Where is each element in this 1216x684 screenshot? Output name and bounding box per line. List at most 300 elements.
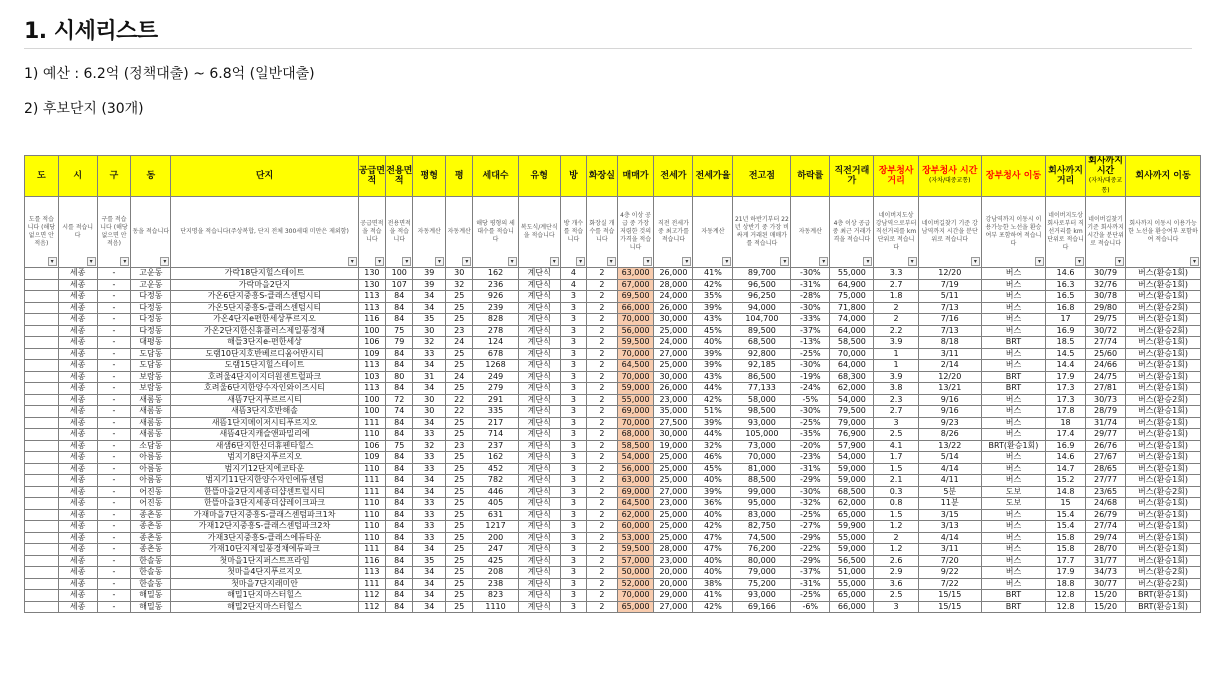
table-cell: 30 <box>413 394 446 406</box>
table-cell: 24 <box>446 337 473 349</box>
filter-dropdown-icon: ▾ <box>48 257 57 266</box>
table-cell: 446 <box>473 486 518 498</box>
table-cell: 25/60 <box>1086 348 1126 360</box>
column-description <box>981 197 1045 268</box>
table-cell: 34 <box>413 567 446 579</box>
table-cell: 107 <box>386 279 413 291</box>
filter-dropdown-icon: ▾ <box>402 257 411 266</box>
table-cell: 2 <box>587 406 618 418</box>
table-cell: 세종 <box>58 337 97 349</box>
table-cell: - <box>97 509 131 521</box>
table-cell: 452 <box>473 463 518 475</box>
column-header <box>1086 156 1126 197</box>
table-cell: 2 <box>587 440 618 452</box>
table-cell: 계단식 <box>518 509 560 521</box>
table-cell: 28,000 <box>654 544 693 556</box>
table-cell: 17.9 <box>1046 567 1086 579</box>
table-cell: 2 <box>587 291 618 303</box>
table-cell: 34 <box>413 475 446 487</box>
column-header: 장부청사 이동 <box>981 156 1045 197</box>
table-cell: 도램15단지힐스테이트 <box>171 360 358 372</box>
table-cell: 버스(환승2회) <box>1126 302 1201 314</box>
table-cell: 18.5 <box>1046 337 1086 349</box>
table-cell: 25,000 <box>654 521 693 533</box>
table-cell: 3 <box>560 302 586 314</box>
table-cell: 46% <box>693 452 733 464</box>
table-cell: 버스(환승1회) <box>1126 371 1201 383</box>
table-cell: 631 <box>473 509 518 521</box>
description-text: 4층 이상 공급 중 가장 저렴한 것의 가격을 적습니다 <box>620 212 651 251</box>
table-cell: 30/78 <box>1086 291 1126 303</box>
table-cell: 25 <box>446 302 473 314</box>
table-cell: 405 <box>473 498 518 510</box>
column-header <box>918 156 981 197</box>
table-cell: 782 <box>473 475 518 487</box>
table-cell: 계단식 <box>518 578 560 590</box>
column-description <box>131 197 171 268</box>
table-cell: 926 <box>473 291 518 303</box>
table-cell-empty <box>25 417 59 429</box>
table-cell: 새뜸3단지호반해솔 <box>171 406 358 418</box>
table-cell: 33 <box>413 509 446 521</box>
table-cell-empty <box>25 371 59 383</box>
table-cell: 25,000 <box>654 509 693 521</box>
table-cell-empty <box>25 429 59 441</box>
column-header: 전고점 <box>733 156 791 197</box>
table-cell: 70,000 <box>733 452 791 464</box>
table-cell: 34 <box>413 544 446 556</box>
table-cell: 30,000 <box>654 429 693 441</box>
table-cell: 3 <box>560 544 586 556</box>
column-header: 도 <box>25 156 59 197</box>
table-cell: 3 <box>560 463 586 475</box>
column-description <box>25 197 59 268</box>
table-cell: 5/11 <box>918 291 981 303</box>
table-cell: 세종 <box>58 429 97 441</box>
table-cell: 17.3 <box>1046 394 1086 406</box>
table-cell: 3 <box>560 394 586 406</box>
table-cell: 25,000 <box>654 532 693 544</box>
table-cell: 계단식 <box>518 406 560 418</box>
filter-dropdown-icon: ▾ <box>971 257 980 266</box>
table-cell: 237 <box>473 440 518 452</box>
table-cell: 59,000 <box>830 544 874 556</box>
table-cell: 51% <box>693 406 733 418</box>
table-cell: 계단식 <box>518 394 560 406</box>
table-cell: 계단식 <box>518 463 560 475</box>
table-cell: 25 <box>446 555 473 567</box>
table-cell: -29% <box>791 555 830 567</box>
table-cell-empty <box>25 463 59 475</box>
table-cell: 아름동 <box>131 475 171 487</box>
table-cell: 66,000 <box>617 302 654 314</box>
table-cell: 세종 <box>58 360 97 372</box>
table-cell: 42% <box>693 601 733 613</box>
table-cell-empty <box>25 314 59 326</box>
table-cell: 113 <box>358 567 385 579</box>
table-cell: 종촌동 <box>131 532 171 544</box>
table-cell: 3 <box>874 417 918 429</box>
table-cell: 세종 <box>58 314 97 326</box>
table-cell: 54,000 <box>830 394 874 406</box>
table-cell: 335 <box>473 406 518 418</box>
table-cell: 100 <box>358 394 385 406</box>
table-cell: 19,000 <box>654 440 693 452</box>
table-cell: 69,000 <box>617 406 654 418</box>
table-cell: 25,000 <box>654 475 693 487</box>
table-cell: 3 <box>560 601 586 613</box>
table-cell: 65,000 <box>830 509 874 521</box>
table-cell: 15.2 <box>1046 475 1086 487</box>
table-cell: 3 <box>560 452 586 464</box>
table-cell: 27,000 <box>654 486 693 498</box>
description-text: 해당 평형의 세대수를 적습니다 <box>476 220 515 243</box>
table-cell: 9/16 <box>918 394 981 406</box>
table-cell: 39% <box>693 417 733 429</box>
table-cell: 버스 <box>981 406 1045 418</box>
table-cell: 3 <box>560 475 586 487</box>
table-cell: 버스 <box>981 532 1045 544</box>
table-cell: 25 <box>446 498 473 510</box>
table-cell: 버스(환승1회) <box>1126 314 1201 326</box>
table-cell: 110 <box>358 532 385 544</box>
column-description <box>518 197 560 268</box>
table-cell: 34 <box>413 578 446 590</box>
table-cell-empty <box>25 532 59 544</box>
column-header: 전용면적 <box>386 156 413 197</box>
table-cell: 112 <box>358 590 385 602</box>
table-cell: -5% <box>791 394 830 406</box>
table-cell: BRT <box>981 337 1045 349</box>
table-cell: 32 <box>446 279 473 291</box>
table-cell: 27/74 <box>1086 337 1126 349</box>
table-cell: 20,000 <box>654 567 693 579</box>
table-cell: 세종 <box>58 486 97 498</box>
table-cell: 2 <box>587 302 618 314</box>
table-cell: - <box>97 291 131 303</box>
table-cell: 79 <box>386 337 413 349</box>
column-description <box>58 197 97 268</box>
table-cell: 버스 <box>981 302 1045 314</box>
table-cell: -13% <box>791 337 830 349</box>
table-cell-empty <box>25 555 59 567</box>
filter-dropdown-icon: ▾ <box>1035 257 1044 266</box>
table-cell: -23% <box>791 452 830 464</box>
filter-dropdown-icon: ▾ <box>819 257 828 266</box>
filter-dropdown-icon: ▾ <box>863 257 872 266</box>
table-cell: 25 <box>446 486 473 498</box>
table-cell: - <box>97 567 131 579</box>
table-cell: 가온4단지e편한세상푸르지오 <box>171 314 358 326</box>
table-cell: 28,000 <box>654 279 693 291</box>
table-cell: 26,000 <box>654 302 693 314</box>
table-cell: 세종 <box>58 544 97 556</box>
table-cell: 33 <box>413 429 446 441</box>
table-cell: 3/11 <box>918 348 981 360</box>
table-cell: 34 <box>413 486 446 498</box>
description-text: 방 개수를 적습니다 <box>563 220 584 243</box>
table-cell: 22 <box>446 394 473 406</box>
table-cell: 3 <box>560 532 586 544</box>
table-cell: 15 <box>1046 498 1086 510</box>
table-cell: 42% <box>693 394 733 406</box>
table-cell: 84 <box>386 348 413 360</box>
table-cell: - <box>97 521 131 533</box>
table-cell: 25 <box>446 463 473 475</box>
table-cell: 2 <box>587 463 618 475</box>
table-cell: 1268 <box>473 360 518 372</box>
table-cell: 29/74 <box>1086 532 1126 544</box>
table-cell: 버스(환승1회) <box>1126 417 1201 429</box>
table-cell: 2.9 <box>874 567 918 579</box>
table-cell: -32% <box>791 498 830 510</box>
table-cell: 버스(환승1회) <box>1126 360 1201 372</box>
filter-dropdown-icon: ▾ <box>462 257 471 266</box>
table-cell-empty <box>25 337 59 349</box>
table-cell: 45% <box>693 325 733 337</box>
table-cell: 버스 <box>981 567 1045 579</box>
table-cell: 25 <box>446 314 473 326</box>
table-cell: 3 <box>560 337 586 349</box>
table-cell: 84 <box>386 429 413 441</box>
column-header: 평 <box>446 156 473 197</box>
filter-dropdown-icon: ▾ <box>643 257 652 266</box>
table-cell: 55,000 <box>830 268 874 280</box>
table-cell-empty <box>25 521 59 533</box>
table-cell: 25 <box>446 452 473 464</box>
table-cell: 계단식 <box>518 498 560 510</box>
table-cell: 47% <box>693 532 733 544</box>
table-cell: 15.4 <box>1046 509 1086 521</box>
table-cell: 4 <box>560 279 586 291</box>
filter-dropdown-icon: ▾ <box>576 257 585 266</box>
table-cell: 26,000 <box>654 268 693 280</box>
column-header: 시 <box>58 156 97 197</box>
table-cell: 호려울6단지한양수자인와이즈시티 <box>171 383 358 395</box>
table-cell: 7/22 <box>918 578 981 590</box>
table-cell: -33% <box>791 314 830 326</box>
table-cell: 64,500 <box>617 498 654 510</box>
table-cell: 27,000 <box>654 348 693 360</box>
table-cell: -31% <box>791 279 830 291</box>
table-cell: 29/77 <box>1086 429 1126 441</box>
table-cell: 종촌동 <box>131 544 171 556</box>
table-cell: 버스 <box>981 544 1045 556</box>
table-cell: - <box>97 417 131 429</box>
table-cell: 2.2 <box>874 325 918 337</box>
table-cell: 24,000 <box>654 291 693 303</box>
table-cell: 25 <box>446 578 473 590</box>
table-cell: -29% <box>791 475 830 487</box>
table-cell: 2 <box>587 348 618 360</box>
table-cell: 30 <box>413 325 446 337</box>
table-cell: 24,000 <box>654 337 693 349</box>
filter-dropdown-icon: ▾ <box>375 257 384 266</box>
table-cell: 68,000 <box>617 429 654 441</box>
table-cell: 계단식 <box>518 383 560 395</box>
table-row <box>25 325 1201 337</box>
table-cell: 111 <box>358 417 385 429</box>
table-cell: 39% <box>693 348 733 360</box>
table-cell: 22 <box>446 406 473 418</box>
column-header: 전세가 <box>654 156 693 197</box>
table-cell: 34 <box>413 360 446 372</box>
table-cell: 113 <box>358 302 385 314</box>
table-cell: 64,000 <box>830 325 874 337</box>
table-cell: 버스(환승1회) <box>1126 555 1201 567</box>
table-cell: 2.7 <box>874 279 918 291</box>
table-cell: 39% <box>693 302 733 314</box>
table-cell: 33 <box>413 463 446 475</box>
table-cell: 계단식 <box>518 291 560 303</box>
table-cell: 33 <box>413 498 446 510</box>
table-cell: 111 <box>358 578 385 590</box>
table-cell: 32% <box>693 440 733 452</box>
table-cell: - <box>97 601 131 613</box>
table-cell: 29/80 <box>1086 302 1126 314</box>
table-cell: 63,000 <box>617 268 654 280</box>
table-cell: 25,000 <box>654 463 693 475</box>
table-cell: 세종 <box>58 440 97 452</box>
table-cell: - <box>97 268 131 280</box>
table-cell: 2.6 <box>874 555 918 567</box>
table-cell: 1217 <box>473 521 518 533</box>
table-cell: 30 <box>413 406 446 418</box>
table-cell: 30/79 <box>1086 268 1126 280</box>
table-cell: 62,000 <box>617 509 654 521</box>
description-text: 공급면적을 적습니다 <box>360 220 384 243</box>
table-cell: 가락마을2단지 <box>171 279 358 291</box>
table-cell: 계단식 <box>518 325 560 337</box>
column-header: 직전거래가 <box>830 156 874 197</box>
table-cell: 52,000 <box>617 578 654 590</box>
table-cell: 84 <box>386 452 413 464</box>
table-cell: 25 <box>446 383 473 395</box>
table-cell-empty <box>25 383 59 395</box>
table-cell: 계단식 <box>518 590 560 602</box>
table-cell: 70,000 <box>617 371 654 383</box>
table-cell: 도램10단지호반베르디움어반시티 <box>171 348 358 360</box>
table-cell: 93,000 <box>733 590 791 602</box>
table-cell: 60,000 <box>617 521 654 533</box>
column-description <box>830 197 874 268</box>
table-cell: 다정동 <box>131 325 171 337</box>
table-cell: - <box>97 498 131 510</box>
column-header-sub: (자차/대중교통) <box>1088 177 1123 194</box>
table-cell: 버스(환승1회) <box>1126 521 1201 533</box>
table-cell: 55,000 <box>830 578 874 590</box>
column-description <box>446 197 473 268</box>
table-cell: 버스(환승1회) <box>1126 429 1201 441</box>
table-cell: 23,000 <box>654 394 693 406</box>
table-cell: - <box>97 486 131 498</box>
table-cell: 3 <box>560 521 586 533</box>
table-cell: 678 <box>473 348 518 360</box>
table-cell: 69,000 <box>617 486 654 498</box>
description-text: 직전 전세가 중 최고가를 적습니다 <box>658 220 689 243</box>
table-cell: 247 <box>473 544 518 556</box>
table-cell: 12/20 <box>918 371 981 383</box>
table-cell: 세종 <box>58 406 97 418</box>
column-description <box>654 197 693 268</box>
table-cell: 27/77 <box>1086 475 1126 487</box>
table-cell: 14.6 <box>1046 452 1086 464</box>
table-cell: 84 <box>386 601 413 613</box>
budget-line: 1) 예산 : 6.2억 (정책대출) ~ 6.8억 (일반대출) <box>24 66 315 82</box>
table-cell: -37% <box>791 325 830 337</box>
table-cell: 종촌동 <box>131 521 171 533</box>
spreadsheet-image <box>24 155 1201 613</box>
table-cell: 2 <box>587 371 618 383</box>
table-cell: 2 <box>587 268 618 280</box>
table-cell: 12.8 <box>1046 590 1086 602</box>
table-cell: 110 <box>358 509 385 521</box>
table-cell: 714 <box>473 429 518 441</box>
table-cell: 범지기12단지에코타운 <box>171 463 358 475</box>
table-cell: 40% <box>693 509 733 521</box>
table-cell: BRT(환승1회) <box>1126 590 1201 602</box>
column-description <box>560 197 586 268</box>
table-cell: 3 <box>560 567 586 579</box>
table-row <box>25 590 1201 602</box>
table-cell: 109 <box>358 348 385 360</box>
table-row <box>25 291 1201 303</box>
table-row <box>25 394 1201 406</box>
description-text: 자동계산 <box>447 228 471 235</box>
table-cell: 7/20 <box>918 555 981 567</box>
filter-dropdown-icon: ▾ <box>682 257 691 266</box>
table-row <box>25 440 1201 452</box>
table-row <box>25 406 1201 418</box>
table-cell: -31% <box>791 463 830 475</box>
table-cell: 세종 <box>58 463 97 475</box>
table-cell: 5분 <box>918 486 981 498</box>
table-cell: 58,000 <box>733 394 791 406</box>
table-cell: 2.3 <box>874 394 918 406</box>
table-cell: 58,500 <box>830 337 874 349</box>
table-cell: 버스(환승1회) <box>1126 268 1201 280</box>
table-cell: 가재마을7단지중흥S-클래스센텀파크1차 <box>171 509 358 521</box>
table-cell: 24/68 <box>1086 498 1126 510</box>
table-cell: 7/19 <box>918 279 981 291</box>
table-cell: 한솔동 <box>131 555 171 567</box>
table-cell: -28% <box>791 291 830 303</box>
table-cell: 70,000 <box>617 348 654 360</box>
filter-dropdown-icon: ▾ <box>435 257 444 266</box>
table-cell: 62,000 <box>830 498 874 510</box>
column-header: 동 <box>131 156 171 197</box>
table-cell: 다정동 <box>131 291 171 303</box>
table-cell: 116 <box>358 555 385 567</box>
table-cell: 14.7 <box>1046 463 1086 475</box>
table-cell: 23/65 <box>1086 486 1126 498</box>
column-description <box>473 197 518 268</box>
table-cell: 68,500 <box>733 337 791 349</box>
table-cell: -37% <box>791 567 830 579</box>
table-cell: 12/20 <box>918 268 981 280</box>
table-cell: 23,000 <box>654 555 693 567</box>
table-cell: 버스(환승2회) <box>1126 325 1201 337</box>
table-cell: 32 <box>413 337 446 349</box>
table-cell: 해밀동 <box>131 601 171 613</box>
column-description <box>1086 197 1126 268</box>
table-cell: 76,900 <box>830 429 874 441</box>
table-cell: 12.8 <box>1046 601 1086 613</box>
table-cell: 75 <box>386 325 413 337</box>
table-cell: 239 <box>473 302 518 314</box>
table-cell: 200 <box>473 532 518 544</box>
table-cell: 2 <box>587 521 618 533</box>
